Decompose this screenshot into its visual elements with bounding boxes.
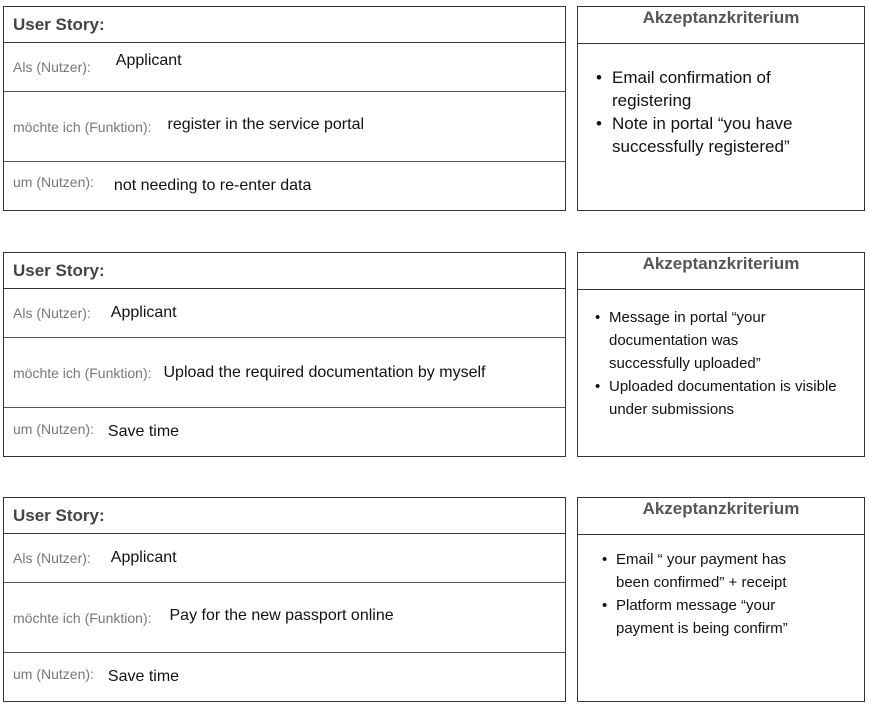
story-row-nutzen bbox=[4, 408, 565, 456]
criteria-item: • Platform message “your payment is being confirm” bbox=[616, 594, 864, 640]
user-story-card-1 bbox=[3, 6, 566, 211]
row-label: um (Nutzen): bbox=[13, 421, 94, 437]
row-label: Als (Nutzer): bbox=[13, 305, 91, 321]
acceptance-criteria-card-3 bbox=[577, 497, 865, 702]
acceptance-criteria-list bbox=[578, 44, 864, 158]
row-label: möchte ich (Funktion): bbox=[13, 118, 152, 135]
row-label: möchte ich (Funktion): bbox=[13, 609, 152, 626]
criteria-item: • Email confirmation of registering bbox=[612, 66, 864, 112]
acceptance-criteria-card-2 bbox=[577, 252, 865, 457]
story-row-als bbox=[4, 43, 565, 92]
story-row-funktion bbox=[4, 583, 565, 653]
row-value: not needing to re-enter data bbox=[113, 177, 312, 194]
row-value: Upload the required documentation by myself bbox=[163, 363, 486, 381]
story-row-nutzen bbox=[4, 162, 565, 210]
criteria-item: • Uploaded documentation is visible under submissions bbox=[609, 375, 864, 421]
row-value: Applicant bbox=[110, 304, 177, 321]
acceptance-criteria-list bbox=[578, 535, 864, 640]
acceptance-criteria-list bbox=[578, 290, 864, 421]
criteria-item: • Message in portal “your documentation was successfully uploaded” bbox=[609, 306, 864, 375]
story-row-funktion bbox=[4, 338, 565, 408]
row-value: Applicant bbox=[110, 549, 177, 566]
row-label: Als (Nutzer): bbox=[13, 59, 91, 75]
acceptance-criteria-title: Akzeptanzkriterium bbox=[578, 498, 864, 535]
user-story-card-3 bbox=[3, 497, 566, 702]
criteria-item: • Note in portal “you have successfully registered” bbox=[612, 112, 864, 158]
user-story-header: User Story: bbox=[4, 7, 565, 43]
row-value: Pay for the new passport online bbox=[169, 606, 394, 624]
user-story-header: User Story: bbox=[4, 498, 565, 534]
user-story-card-2 bbox=[3, 252, 566, 457]
row-label: möchte ich (Funktion): bbox=[13, 364, 152, 381]
story-row-als bbox=[4, 534, 565, 583]
row-value: register in the service portal bbox=[167, 115, 365, 133]
criteria-item: • Email “ your payment has been confirmed” + receipt bbox=[616, 548, 864, 594]
acceptance-criteria-card-1 bbox=[577, 6, 865, 211]
row-value: Save time bbox=[107, 668, 180, 685]
row-value: Applicant bbox=[115, 52, 182, 69]
row-label: Als (Nutzer): bbox=[13, 550, 91, 566]
row-label: um (Nutzen): bbox=[13, 174, 94, 190]
story-row-nutzen bbox=[4, 653, 565, 701]
acceptance-criteria-title: Akzeptanzkriterium bbox=[578, 7, 864, 44]
user-story-header: User Story: bbox=[4, 253, 565, 289]
story-row-als bbox=[4, 289, 565, 338]
row-label: um (Nutzen): bbox=[13, 666, 94, 682]
row-value: Save time bbox=[107, 423, 180, 440]
story-row-funktion bbox=[4, 92, 565, 162]
acceptance-criteria-title: Akzeptanzkriterium bbox=[578, 253, 864, 290]
